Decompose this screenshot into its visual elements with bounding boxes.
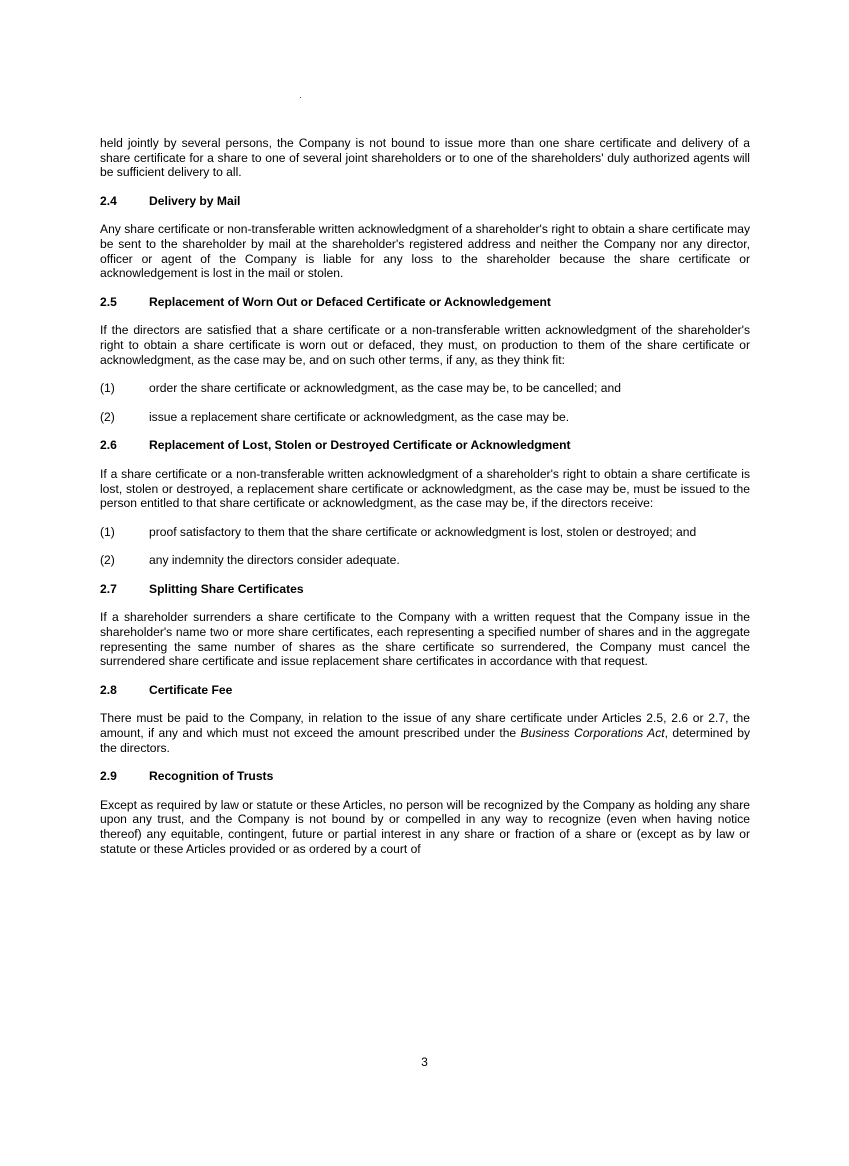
section-2-6-body: If a share certificate or a non-transferable written acknowledgment of a shareholder's right to obtain a share certificate is lost, stolen or destroyed, a replacement share certificate or acknowledgment, as the case may be, must be issued to the person entitled to that share certificate or acknowledgment, as the case may be, if the directors receive:: [100, 466, 750, 511]
section-title: Replacement of Worn Out or Defaced Certificate or Acknowledgement: [149, 294, 551, 309]
section-number: 2.6: [100, 438, 117, 453]
section-title: Splitting Share Certificates: [149, 581, 304, 596]
section-title: Certificate Fee: [149, 682, 233, 697]
section-2-7-body: If a shareholder surrenders a share certificate to the Company with a written request that the Company issue in the shareholder's name two or more share certificates, each representing a specified number of shares and in the aggregate representing the same number of shares as the share certificate so surrendered, the Company must cancel the surrendered share certificate and issue replacement share certificates in accordance with that request.: [100, 610, 750, 669]
list-item-number: (1): [100, 524, 115, 539]
section-title: Replacement of Lost, Stolen or Destroyed Certificate or Acknowledgment: [149, 438, 571, 453]
section-2-4-heading: [100, 194, 750, 209]
section-number: 2.7: [100, 581, 117, 596]
section-number: 2.8: [100, 682, 117, 697]
section-2-9-heading: [100, 769, 750, 784]
section-title: Recognition of Trusts: [149, 769, 274, 784]
list-item-number: (2): [100, 409, 115, 424]
list-item-text: order the share certificate or acknowledgment, as the case may be, to be cancelled; and: [149, 381, 621, 396]
list-item-text: issue a replacement share certificate or acknowledgment, as the case may be.: [149, 409, 570, 424]
list-item: [100, 410, 750, 425]
list-item-number: (1): [100, 381, 115, 396]
section-title: Delivery by Mail: [149, 193, 241, 208]
section-2-5-heading: [100, 295, 750, 310]
intro-paragraph: held jointly by several persons, the Company is not bound to issue more than one share certificate and delivery of a share certificate for a share to one of several joint shareholders or to one of the shareholders' duly authorized agents will be sufficient delivery to all.: [100, 136, 750, 180]
body-text: There must be paid to the Company, in relation to the issue of any share certificate under Articles 2.5, 2.6 or 2.7, the amount, if any and which must not exceed the amount prescribed under the: [100, 711, 750, 741]
list-item-number: (2): [100, 553, 115, 568]
section-2-9-body: Except as required by law or statute or these Articles, no person will be recognized by the Company as holding any share upon any trust, and the Company is not bound by or compelled in any way to recognize (even when having notice thereof) any equitable, contingent, future or partial interest in any share or fraction of a share or (except as by law or statute or these Articles provided or as ordered by a court of: [100, 797, 750, 856]
section-number: 2.5: [100, 294, 117, 309]
list-item: [100, 553, 750, 568]
section-2-6-heading: [100, 438, 750, 453]
document-page: [100, 136, 750, 856]
body-text: , determined by the directors.: [100, 726, 750, 755]
section-2-7-heading: [100, 582, 750, 597]
section-number: 2.9: [100, 769, 117, 784]
list-item-text: proof satisfactory to them that the share certificate or acknowledgment is lost, stolen or destroyed; and: [149, 524, 697, 539]
stray-mark: [300, 97, 301, 98]
section-2-4-body: Any share certificate or non-transferable written acknowledgment of a shareholder's right to obtain a share certificate may be sent to the shareholder by mail at the shareholder's registered address and neither the Company nor any director, officer or agent of the Company is liable for any loss to the shareholder because the share certificate or acknowledgement is lost in the mail or stolen.: [100, 222, 750, 281]
section-number: 2.4: [100, 193, 117, 208]
list-item: [100, 525, 750, 540]
section-2-8-body: [100, 711, 750, 755]
section-2-8-heading: [100, 683, 750, 698]
section-2-5-body: If the directors are satisfied that a share certificate or a non-transferable written acknowledgment of the shareholder's right to obtain a share certificate is worn out or defaced, they must, on production to them of the share certificate or acknowledgment, as the case may be, and on such other terms, if any, as they think fit:: [100, 323, 750, 367]
list-item-text: any indemnity the directors consider adequate.: [149, 553, 400, 568]
list-item: [100, 381, 750, 396]
act-name: Business Corporations Act: [520, 726, 665, 741]
page-number: 3: [421, 1055, 428, 1069]
